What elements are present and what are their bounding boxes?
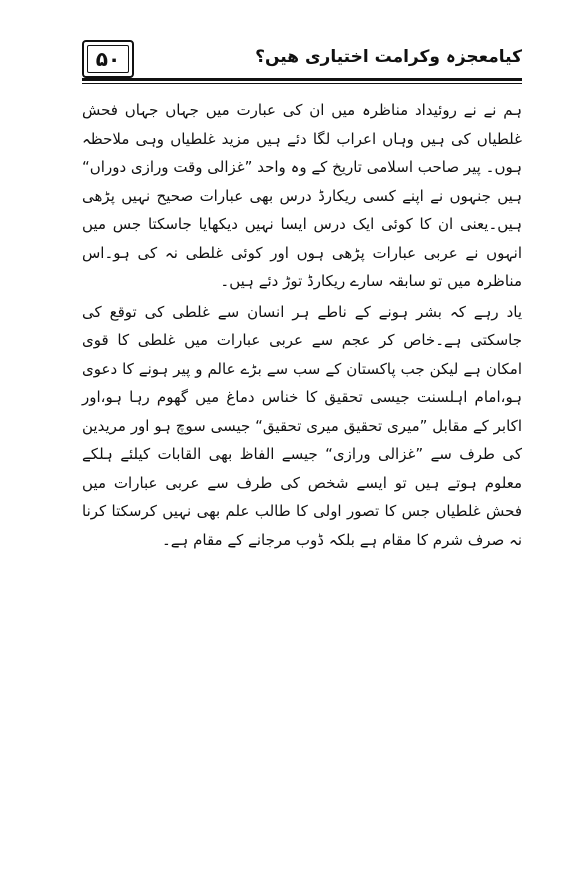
paragraph-1: ہم نے نے روئیداد مناظرہ میں ان کی عبارت میں جہاں جہاں فحش غلطیاں کی ہیں وہاں اعراب لگا دئے ہیں مزید غلطیاں وہی ملاحظہ ہوں۔ پیر صاحب اسلامی تاریخ کے وہ واحد ”غزالی وقت ورازی دوراں“ ہیں جنہوں نے اپنے کسی ریکارڈ درس بھی عبارات صحیح نہیں پڑھی ہیں۔یعنی ان کا کوئی ایک درس ایسا نہیں دیکھایا جاسکتا جس میں انہوں نے عربی عبارات پڑھی ہوں اور کوئی غلطی نہ کی ہو۔اس مناظرہ میں تو سابقہ سارے ریکارڈ توڑ دئے ہیں۔ (82, 101, 522, 290)
paragraph-2: یاد رہے کہ بشر ہونے کے ناطے ہر انسان سے غلطی کی توقع کی جاسکتی ہے۔خاص کر عجم سے عربی عبارات میں غلطی کا قوی امکان ہے لیکن جب پاکستان کے سب سے بڑے عالم و پیر ہونے کا دعوی ہو،امام اہلسنت جیسی تحقیق کا خناس دماغ میں گھوم رہا ہو،اور اکابر کے مقابل ”میری تحقیق میری تحقیق“ جیسی سوچ ہو اور مریدین کی طرف سے ”غزالی ورازی“ جیسے الفاظ بھی القابات کیلئے ہلکے معلوم ہوتے ہیں تو ایسے شخص کی طرف سے عربی عبارات میں فحش غلطیاں جس کا تصور اولی کا طالب علم بھی نہیں کرسکتا کرنا نہ صرف شرم کا مقام ہے بلکہ ڈوب مرجانے کے مقام ہے۔ (82, 302, 522, 549)
page-number-box (82, 40, 134, 78)
running-title: کیامعجزہ وکرامت اختیاری ھیں؟ (255, 47, 522, 67)
page-header (82, 40, 522, 84)
header-rule-thick (82, 78, 522, 81)
page-number: ۵۰ (95, 47, 121, 71)
body-text (82, 96, 522, 556)
header-rule-thin (82, 83, 522, 84)
